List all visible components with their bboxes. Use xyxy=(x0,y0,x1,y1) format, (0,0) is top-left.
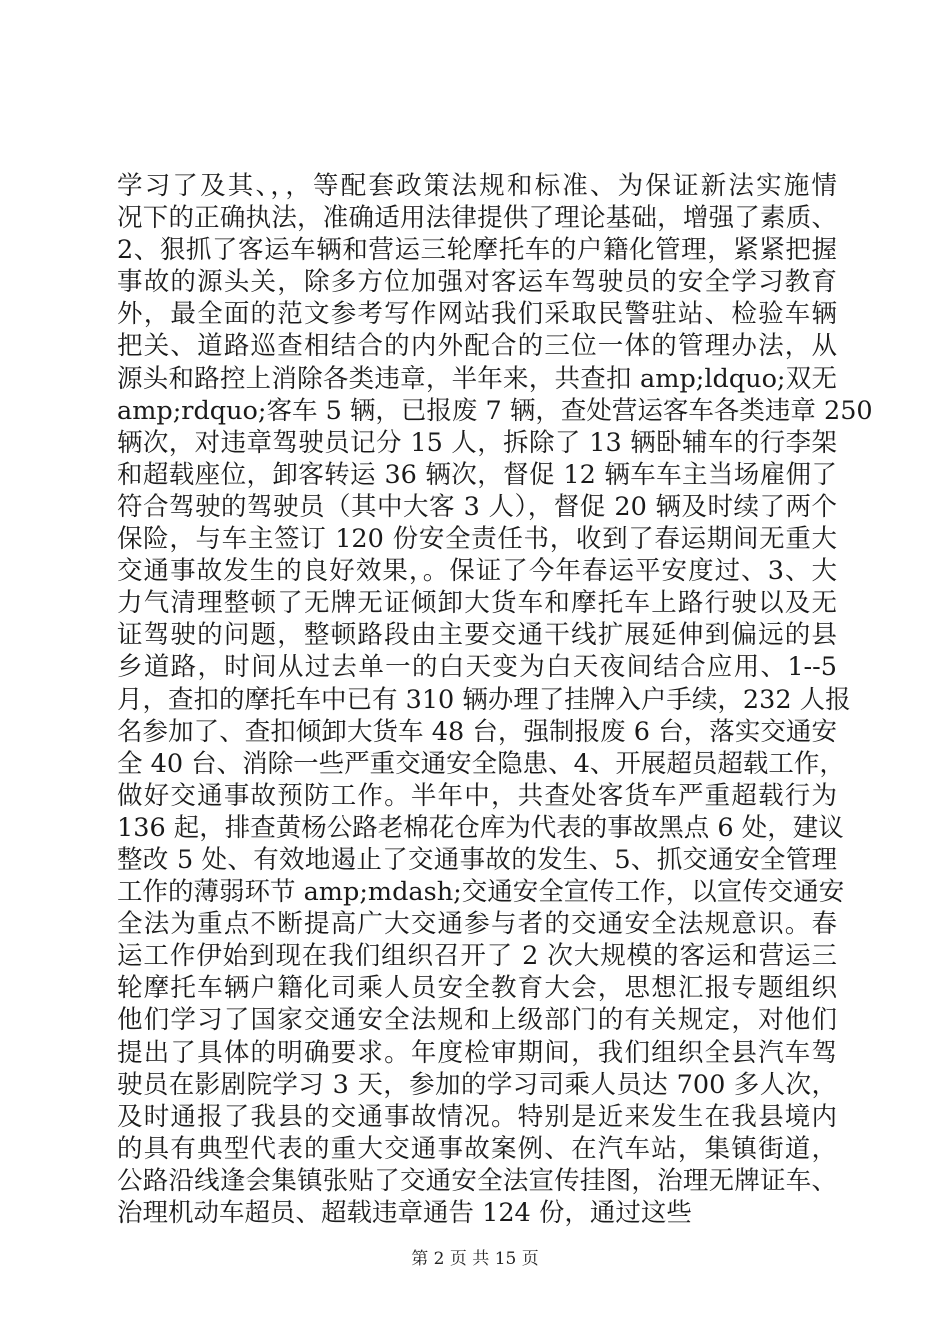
text-line: 运工作伊始到现在我们组织召开了 2 次大规模的客运和营运三 xyxy=(117,941,837,972)
text-line: 力气清理整顿了无牌无证倾卸大货车和摩托车上路行驶以及无 xyxy=(117,588,837,619)
page-number: 第 2 页 共 15 页 xyxy=(411,1249,539,1269)
text-line: 提出了具体的明确要求。年度检审期间，我们组织全县汽车驾 xyxy=(117,1037,837,1068)
text-line: 保险，与车主签订 120 份安全责任书，收到了春运期间无重大 xyxy=(117,524,837,555)
text-line: 学习了及其、，，等配套政策法规和标准、为保证新法实施情 xyxy=(117,171,837,201)
text-line: 全法为重点不断提高广大交通参与者的交通安全法规意识。春 xyxy=(117,909,837,940)
text-line: 把关、道路巡查相结合的内外配合的三位一体的管理办法，从 xyxy=(117,331,837,362)
text-line: 名参加了、查扣倾卸大货车 48 台，强制报废 6 台，落实交通安 xyxy=(117,716,837,747)
text-line: 工作的薄弱环节 amp;mdash;交通安全宣传工作，以宣传交通安 xyxy=(117,877,845,908)
text-line: 轮摩托车辆户籍化司乘人员安全教育大会，思想汇报专题组织 xyxy=(117,973,837,1004)
text-line: 2、狠抓了客运车辆和营运三轮摩托车的户籍化管理，紧紧把握 xyxy=(117,235,837,266)
text-line: 证驾驶的问题，整顿路段由主要交通干线扩展延伸到偏远的县 xyxy=(117,620,837,651)
text-line: 他们学习了国家交通安全法规和上级部门的有关规定，对他们 xyxy=(117,1005,837,1036)
text-line: 治理机动车超员、超载违章通告 124 份，通过这些 xyxy=(117,1198,692,1228)
document-body xyxy=(117,170,873,1229)
text-line: 136 起，排查黄杨公路老棉花仓库为代表的事故黑点 6 处，建议 xyxy=(117,812,844,843)
text-line: 驶员在影剧院学习 3 天，参加的学习司乘人员达 700 多人次， xyxy=(117,1069,837,1100)
text-line: 做好交通事故预防工作。半年中，共查处客货车严重超载行为 xyxy=(117,780,837,811)
page-footer xyxy=(0,1244,950,1269)
text-line: 公路沿线逢会集镇张贴了交通安全法宣传挂图，治理无牌证车、 xyxy=(117,1165,837,1196)
text-line: 全 40 台、消除一些严重交通安全隐患、4、开展超员超载工作， xyxy=(117,748,845,779)
text-line: 事故的源头关，除多方位加强对客运车驾驶员的安全学习教育 xyxy=(117,267,837,298)
text-line: 乡道路，时间从过去单一的白天变为白天夜间结合应用、1--5 xyxy=(117,652,837,683)
text-line: 及时通报了我县的交通事故情况。特别是近来发生在我县境内 xyxy=(117,1101,837,1132)
text-line: 的具有典型代表的重大交通事故案例、在汽车站，集镇街道， xyxy=(117,1133,837,1164)
text-line: 符合驾驶的驾驶员（其中大客 3 人），督促 20 辆及时续了两个 xyxy=(117,491,837,522)
text-line: 月，查扣的摩托车中已有 310 辆办理了挂牌入户手续，232 人报 xyxy=(117,684,851,715)
text-line: 辆次，对违章驾驶员记分 15 人，拆除了 13 辆卧辅车的行李架 xyxy=(117,427,837,458)
text-line: 交通事故发生的良好效果，。保证了今年春运平安度过、3、大 xyxy=(117,556,837,587)
text-line: 外，最全面的范文参考写作网站我们采取民警驻站、检验车辆 xyxy=(117,299,837,330)
text-line: 和超载座位，卸客转运 36 辆次，督促 12 辆车车主当场雇佣了 xyxy=(117,459,837,490)
text-line: amp;rdquo;客车 5 辆，已报废 7 辆，查处营运客车各类违章 250 xyxy=(117,395,873,426)
text-line: 况下的正确执法，准确适用法律提供了理论基础，增强了素质、 xyxy=(117,203,837,234)
text-line: 整改 5 处、有效地遏止了交通事故的发生、5、抓交通安全管理 xyxy=(117,844,837,875)
text-line: 源头和路控上消除各类违章，半年来，共查扣 amp;ldquo;双无 xyxy=(117,363,837,394)
